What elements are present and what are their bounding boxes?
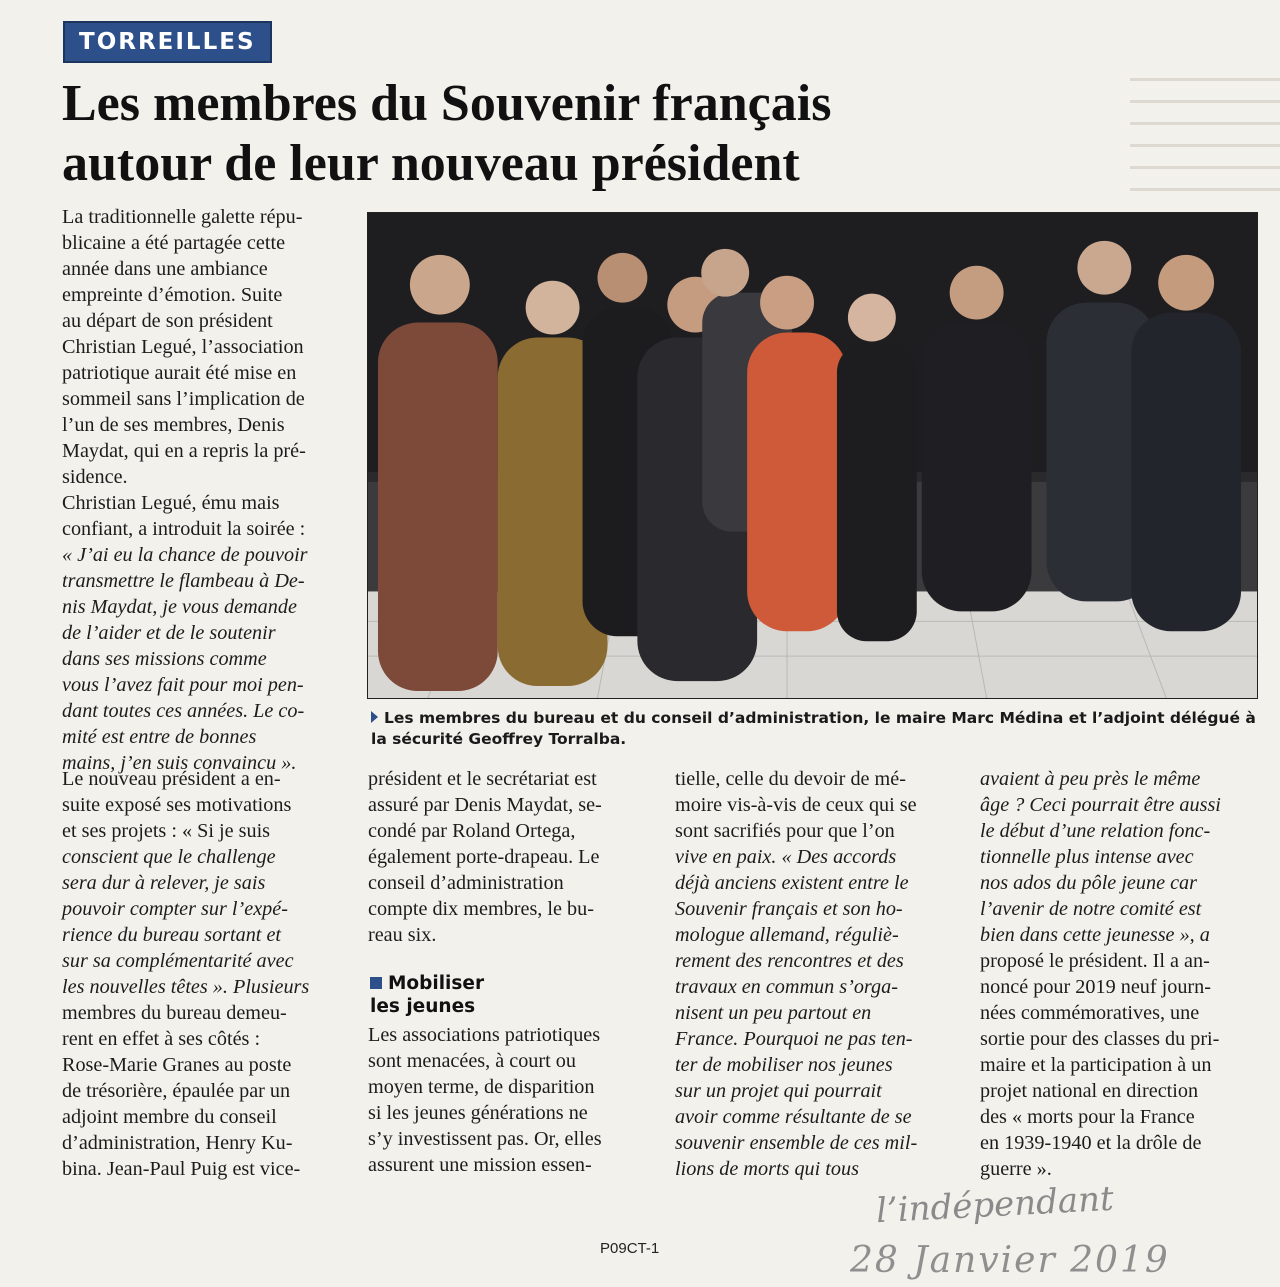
text-line: l’avenir de notre comité est [980, 898, 1202, 920]
text-line: Maydat, qui en a repris la pré- [62, 440, 306, 462]
text-line: des « morts pour la France [980, 1106, 1195, 1128]
text-line: mains, j’en suis convaincu ». [62, 752, 297, 774]
text-line: de trésorière, épaulée par un [62, 1080, 291, 1102]
text-line: transmettre le flambeau à De- [62, 570, 305, 592]
text-line: et ses projets : « Si je suis [62, 820, 271, 842]
article-headline [62, 74, 1072, 194]
photo-caption [371, 708, 1259, 750]
text-line: blicaine a été partagée cette [62, 232, 286, 254]
headline-line-1: Les membres du Souvenir français [62, 75, 832, 132]
text-line: pouvoir compter sur l’expé- [62, 898, 288, 920]
text-line: sont menacées, à court ou [368, 1050, 576, 1072]
text-line: avoir comme résultante de se [675, 1106, 912, 1128]
text-line: rience du bureau sortant et [62, 924, 282, 946]
column-1-bottom [62, 766, 344, 1182]
text-line: Rose-Marie Granes au poste [62, 1054, 292, 1076]
group-photo [367, 212, 1258, 699]
text-line: bina. Jean-Paul Puig est vice- [62, 1158, 301, 1180]
text-line: président et le secrétariat est [368, 768, 597, 790]
text-line: sur un projet qui pourrait [675, 1080, 882, 1102]
text-line: en 1939-1940 et la drôle de [980, 1132, 1202, 1154]
text-line: sur sa complémentarité avec [62, 950, 294, 972]
text-line: avaient à peu près le même [980, 768, 1201, 790]
text-line: au départ de son président [62, 310, 273, 332]
text-line: maire et la participation à un [980, 1054, 1212, 1076]
text-line: lions de morts qui tous [675, 1158, 859, 1180]
text-line: d’administration, Henry Ku- [62, 1132, 293, 1154]
bleed-text-lines [1130, 78, 1280, 210]
section-tag: TORREILLES [63, 21, 272, 63]
subhead-square-icon [370, 977, 382, 989]
text-line: confiant, a introduit la soirée : [62, 518, 306, 540]
text-line: mologue allemand, réguliè- [675, 924, 899, 946]
text-line: sera dur à relever, je sais [62, 872, 266, 894]
text-line: proposé le président. Il a an- [980, 950, 1210, 972]
text-line: rement des rencontres et des [675, 950, 904, 972]
text-line: déjà anciens existent entre le [675, 872, 909, 894]
text-line: assuré par Denis Maydat, se- [368, 794, 602, 816]
text-line: souvenir ensemble de ces mil- [675, 1132, 918, 1154]
text-line: La traditionnelle galette répu- [62, 206, 303, 228]
text-line: si les jeunes générations ne [368, 1102, 588, 1124]
subhead-line-2: les jeunes [370, 996, 476, 1017]
text-line: le début d’une relation fonc- [980, 820, 1211, 842]
section-subhead [370, 972, 650, 1018]
text-line: suite exposé ses motivations [62, 794, 292, 816]
text-line: les nouvelles têtes ». Plusieurs [62, 976, 310, 998]
handwritten-source-note: l’indépendant [875, 1178, 1115, 1232]
headline-line-2: autour de leur nouveau président [62, 135, 800, 192]
text-line: de l’aider et de le soutenir [62, 622, 276, 644]
text-line: vive en paix. « Des accords [675, 846, 897, 868]
text-line: condé par Roland Ortega, [368, 820, 576, 842]
text-line: membres du bureau demeu- [62, 1002, 287, 1024]
text-line: reau six. [368, 924, 437, 946]
text-line: Souvenir français et son ho- [675, 898, 903, 920]
text-line: moyen terme, de disparition [368, 1076, 595, 1098]
adjacent-article-bleed [1050, 0, 1280, 210]
text-line: vous l’avez fait pour moi pen- [62, 674, 304, 696]
text-line: travaux en commun s’orga- [675, 976, 898, 998]
text-line: « J’ai eu la chance de pouvoir [62, 544, 308, 566]
text-line: Christian Legué, l’association [62, 336, 304, 358]
text-line: rent en effet à ses côtés : [62, 1028, 261, 1050]
text-line: tionnelle plus intense avec [980, 846, 1194, 868]
text-line: conscient que le challenge [62, 846, 276, 868]
text-line: Le nouveau président a en- [62, 768, 281, 790]
text-line: ter de mobiliser nos jeunes [675, 1054, 893, 1076]
text-line: sidence. [62, 466, 128, 488]
text-line: année dans une ambiance [62, 258, 268, 280]
column-3 [675, 766, 955, 1182]
text-line: sont sacrifiés pour que l’on [675, 820, 895, 842]
text-line: patriotique aurait été mise en [62, 362, 297, 384]
handwritten-date-note: 28 Janvier 2019 [850, 1240, 1170, 1281]
text-line: compte dix membres, le bu- [368, 898, 594, 920]
text-line: noncé pour 2019 neuf journ- [980, 976, 1211, 998]
text-line: dant toutes ces années. Le co- [62, 700, 305, 722]
text-line: bien dans cette jeunesse », a [980, 924, 1210, 946]
text-line: sortie pour des classes du pri- [980, 1028, 1220, 1050]
text-line: nées commémoratives, une [980, 1002, 1200, 1024]
text-line: tielle, celle du devoir de mé- [675, 768, 906, 790]
text-line: conseil d’administration [368, 872, 564, 894]
column-4 [980, 766, 1260, 1182]
column-2-top [368, 766, 648, 948]
text-line: empreinte d’émotion. Suite [62, 284, 283, 306]
text-line: dans ses missions comme [62, 648, 267, 670]
text-line: nos ados du pôle jeune car [980, 872, 1197, 894]
text-line: âge ? Ceci pourrait être aussi [980, 794, 1221, 816]
text-line: nisent un peu partout en [675, 1002, 872, 1024]
column-1-top [62, 204, 344, 776]
text-line: sommeil sans l’implication de [62, 388, 305, 410]
text-line: l’un de ses membres, Denis [62, 414, 285, 436]
caption-arrow-icon [371, 711, 378, 723]
page-folio: P09CT-1 [600, 1240, 660, 1257]
text-line: nis Maydat, je vous demande [62, 596, 297, 618]
text-line: guerre ». [980, 1158, 1052, 1180]
subhead-line-1: Mobiliser [388, 973, 485, 994]
text-line: projet national en direction [980, 1080, 1199, 1102]
text-line: assurent une mission essen- [368, 1154, 592, 1176]
text-line: Les associations patriotiques [368, 1024, 601, 1046]
text-line: s’y investissent pas. Or, elles [368, 1128, 602, 1150]
text-line: Christian Legué, ému mais [62, 492, 280, 514]
text-line: moire vis-à-vis de ceux qui se [675, 794, 917, 816]
text-line: adjoint membre du conseil [62, 1106, 277, 1128]
text-line: également porte-drapeau. Le [368, 846, 600, 868]
text-line: France. Pourquoi ne pas ten- [675, 1028, 913, 1050]
caption-text: Les membres du bureau et du conseil d’administration, le maire Marc Médina et l’adjoint délégué à la sécurité Geoffrey Torralba. [371, 709, 1256, 748]
text-line: mité est entre de bonnes [62, 726, 257, 748]
column-2-bottom [368, 1022, 648, 1178]
